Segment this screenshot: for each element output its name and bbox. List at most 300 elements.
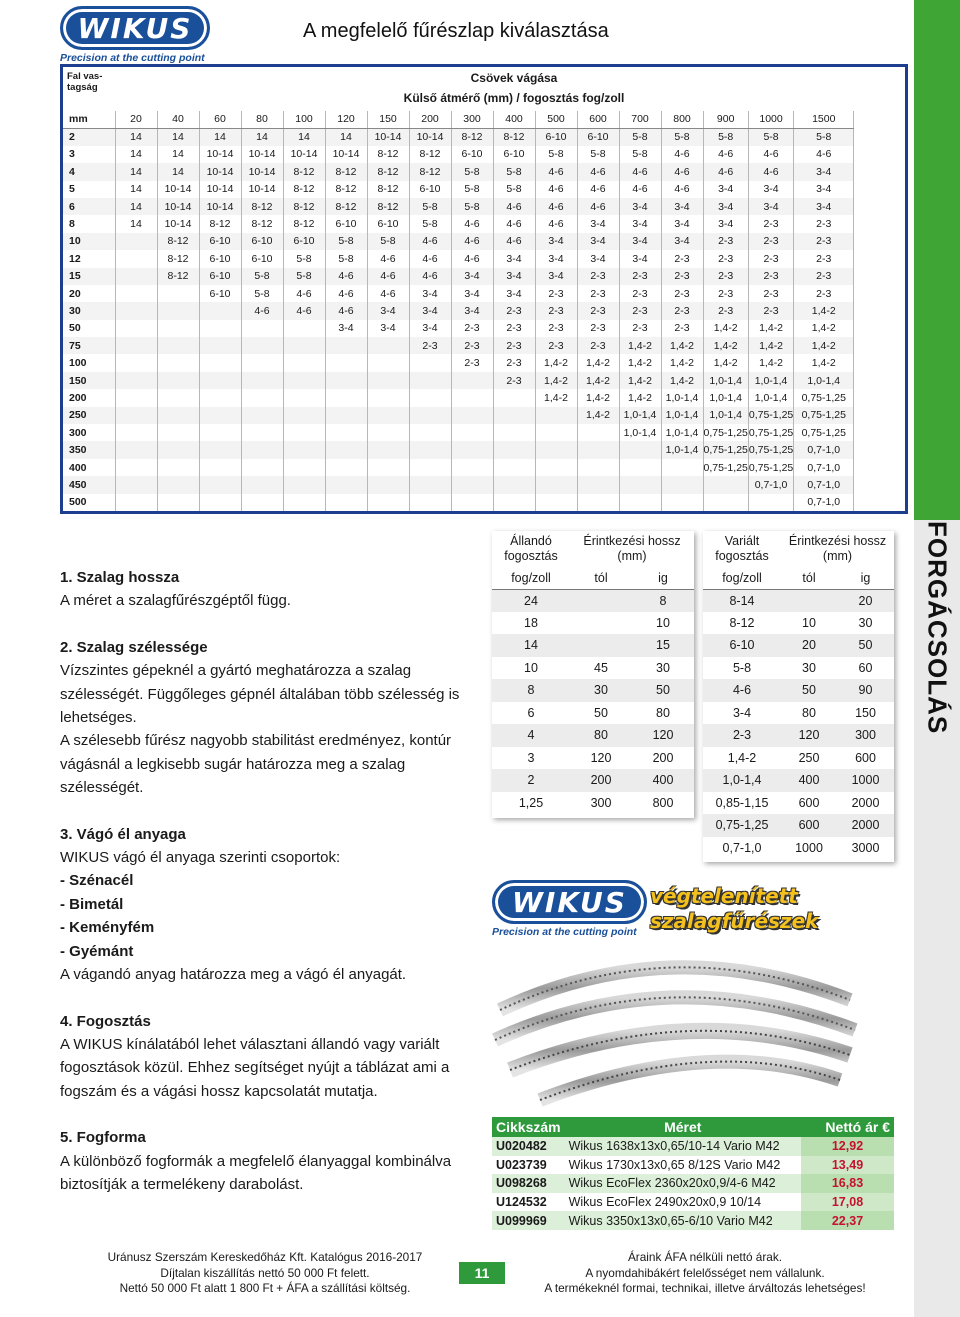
pitch-cell: 0,75-1,25 [703,459,748,476]
pitch-cell [241,459,283,476]
pitch-cell: 3-4 [619,198,661,215]
diameter-header: 400 [493,111,535,128]
pitch-cell: 3-4 [794,198,854,215]
logo-tagline: Precision at the cutting point [60,52,205,64]
pitch-cell [409,372,451,389]
pitch-cell: 8-12 [367,181,409,198]
pitch-cell: 5-8 [535,146,577,163]
pitch-cell [241,407,283,424]
pitch-cell: 6-10 [199,250,241,267]
pitch-cell: 8-12 [157,250,199,267]
wikus-logo [60,6,220,66]
pitch-cell: 4-6 [661,163,703,180]
pitch-cell: 4-6 [748,163,793,180]
pitch-value: 50 [781,679,837,702]
pitch-cell [451,424,493,441]
pitch-cell [493,494,535,511]
pitch-cell [199,494,241,511]
pitch-cell [199,372,241,389]
diameter-header: 120 [325,111,367,128]
diameter-header: 1000 [748,111,793,128]
pitch-cell: 4-6 [451,250,493,267]
promo-logo-tagline: Precision at the cutting point [492,926,637,938]
pitch-value: 24 [492,589,570,612]
product-size: Wikus EcoFlex 2490x20x0,9 10/14 [568,1195,762,1210]
pitch-cell [283,494,325,511]
pitch-cell: 0,75-1,25 [703,441,748,458]
pitch-value: 14 [492,634,570,657]
pitch-cell [619,441,661,458]
info-text [60,566,460,1196]
pitch-cell: 1,0-1,4 [703,389,748,406]
pitch-cell: 10-14 [241,146,283,163]
pitch-cell [493,459,535,476]
pitch-value: 80 [570,724,632,747]
pitch-value: 30 [570,679,632,702]
wall-thickness-label: Fal vas-tagság [67,71,103,93]
product-size: Wikus 1638x13x0,65/10-14 Vario M42 [565,1137,801,1156]
pitch-value: 1,25 [518,795,544,810]
pitch-cell [493,424,535,441]
pitch-cell [577,424,619,441]
pitch-cell [409,354,451,371]
pitch-cell: 8-12 [493,128,535,145]
pitch-cell: 0,7-1,0 [794,441,854,458]
contact-length-header: Érintkezési hossz (mm) [583,534,681,563]
col-price-header: Nettó ár € [801,1117,894,1137]
pitch-cell [283,372,325,389]
diameter-header: 100 [283,111,325,128]
product-size: Wikus 1730x13x0,65 8/12S Vario M42 [568,1157,781,1172]
footer-company: Uránusz Szerszám Kereskedőház Kft. Katalógus 2016-2017 [107,1250,423,1264]
pitch-cell [367,494,409,511]
diameter-header: 900 [703,111,748,128]
pitch-cell [451,494,493,511]
pitch-cell: 5-8 [325,233,367,250]
promo-logo [492,880,652,938]
pitch-cell [157,372,199,389]
pitch-cell: 4-6 [661,181,703,198]
pitch-cell [241,354,283,371]
wall-thickness: 5 [63,181,115,198]
material-item: - Keményfém [60,919,155,937]
product-price: 17,08 [801,1193,894,1212]
pitch-cell [283,337,325,354]
pitch-cell [241,494,283,511]
pitch-value [570,634,632,657]
pitch-cell: 5-8 [748,128,793,145]
pitch-cell: 2-3 [577,320,619,337]
pitch-cell [535,441,577,458]
pitch-cell [283,320,325,337]
pitch-cell [367,337,409,354]
pitch-cell: 8-12 [283,198,325,215]
pitch-cell: 10-14 [409,128,451,145]
pitch-value: 1,4-2 [727,750,757,765]
pitch-cell: 4-6 [661,146,703,163]
pitch-cell [325,441,367,458]
table-row [63,285,854,302]
table-row [492,657,694,680]
pitch-cell: 4-6 [367,268,409,285]
wall-thickness: 200 [63,389,115,406]
pitch-cell: 6-10 [199,285,241,302]
product-price: 12,92 [801,1137,894,1156]
pitch-cell: 5-8 [619,146,661,163]
section-4-title: 4. Fogosztás [60,1012,151,1030]
pitch-cell: 2-3 [493,320,535,337]
pitch-cell [283,459,325,476]
pitch-cell [367,372,409,389]
pitch-cell [661,459,703,476]
pitch-cell: 5-8 [409,215,451,232]
pitch-value: 30 [802,660,816,675]
table-row [703,769,894,792]
promo-logo-text: WIKUS [512,885,627,919]
pitch-cell: 3-4 [535,268,577,285]
pitch-cell: 2-3 [794,268,854,285]
pitch-value: 1,0-1,4 [703,769,781,792]
pitch-cell: 6-10 [325,215,367,232]
pitch-cell [493,476,535,493]
pitch-cell: 14 [157,128,199,145]
pitch-cell: 10-14 [157,198,199,215]
pitch-cell: 0,75-1,25 [748,424,793,441]
diameter-header: 600 [577,111,619,128]
pitch-value: 1000 [795,840,823,855]
pitch-cell: 2-3 [535,320,577,337]
pitch-cell: 4-6 [325,268,367,285]
wall-thickness: 20 [63,285,115,302]
pitch-cell: 1,4-2 [703,337,748,354]
pitch-cell: 1,0-1,4 [661,441,703,458]
wall-thickness: 250 [63,407,115,424]
product-code: U020482 [492,1137,565,1156]
page-title: A megfelelő fűrészlap kiválasztása [303,20,609,42]
pitch-cell [157,354,199,371]
pitch-cell: 8-12 [283,215,325,232]
pitch-value: 600 [781,814,837,837]
diameter-header: 150 [367,111,409,128]
pitch-cell [325,372,367,389]
pitch-cell: 1,4-2 [748,320,793,337]
pitch-cell [367,389,409,406]
pitch-cell: 5-8 [619,128,661,145]
pitch-cell: 2-3 [619,320,661,337]
pitch-value: 10 [802,615,816,630]
pitch-cell [157,320,199,337]
pitch-cell [535,424,577,441]
pitch-cell: 2-3 [703,233,748,250]
pitch-cell: 4-6 [409,268,451,285]
pitch-cell: 6-10 [535,128,577,145]
pitch-cell: 6-10 [409,181,451,198]
pitch-cell [283,476,325,493]
wall-thickness: 8 [63,215,115,232]
pitch-cell: 5-8 [241,285,283,302]
pitch-value: 10 [524,660,538,675]
table-row [703,634,894,657]
pitch-cell: 3-4 [535,233,577,250]
pitch-cell: 3-4 [451,302,493,319]
pitch-cell: 8-12 [283,181,325,198]
table-row [63,407,854,424]
pitch-value: 10 [656,615,670,630]
pitch-cell: 8-12 [451,128,493,145]
pitch-cell: 8-12 [409,146,451,163]
pitch-value [570,612,632,635]
pitch-value: 120 [781,724,837,747]
product-code: U099969 [492,1211,565,1230]
pitch-cell: 10-14 [367,128,409,145]
pitch-value: 50 [632,679,694,702]
pitch-cell [199,389,241,406]
pitch-cell: 4-6 [283,285,325,302]
pitch-cell: 4-6 [283,302,325,319]
pitch-cell: 2-3 [535,285,577,302]
pitch-value: 8 [492,679,570,702]
section-4-text: A WIKUS kínálatából lehet választani állandó vagy variált fogosztások közül. Ehhez segítséget nyújt a táblázat ami a fogszám és a vágási hossz kapcsolatát mutatja. [60,1035,450,1100]
pitch-cell [325,476,367,493]
pitch-value: 60 [858,660,873,675]
pitch-cell: 8-12 [325,198,367,215]
table-row [703,589,894,612]
table-row [703,837,894,860]
pitch-value: 0,75-1,25 [703,814,781,837]
pitch-cell: 3-4 [367,320,409,337]
pitch-cell: 3-4 [493,250,535,267]
col-size-header: Méret [565,1117,801,1137]
pitch-cell [157,389,199,406]
table-subtitle: Külső átmérő (mm) / fogosztás fog/zoll [403,91,625,105]
pitch-cell: 4-6 [748,146,793,163]
pitch-cell: 1,0-1,4 [748,372,793,389]
pitch-cell: 1,0-1,4 [661,424,703,441]
pitch-cell: 3-4 [409,302,451,319]
product-price-table [492,1117,894,1230]
table-row [492,612,694,635]
pitch-cell: 4-6 [703,163,748,180]
pitch-cell [283,441,325,458]
pitch-cell [115,337,157,354]
pitch-cell: 0,75-1,25 [748,407,793,424]
pitch-cell: 2-3 [577,285,619,302]
pitch-cell: 2-3 [619,302,661,319]
pitch-cell: 0,75-1,25 [794,424,854,441]
pitch-value: 15 [632,634,694,657]
pitch-cell [241,372,283,389]
pitch-value: 4-6 [703,679,781,702]
pitch-cell: 1,4-2 [535,372,577,389]
pitch-cell: 6-10 [283,233,325,250]
table-row [63,128,854,145]
section-label: FORGÁCSOLÁS [922,521,953,735]
pitch-cell [115,250,157,267]
pitch-cell: 3-4 [577,215,619,232]
product-price: 16,83 [801,1174,894,1193]
pitch-cell: 4-6 [577,163,619,180]
pitch-cell: 8-12 [157,268,199,285]
section-2-text: Vízszintes gépeknél a gyártó meghatározza a szalag szélességét. Függőleges gépnél általában több szélesség is lehetséges. [60,662,460,727]
pitch-value [781,589,837,612]
pitch-cell: 2-3 [661,268,703,285]
sub-header: fog/zoll [703,567,781,589]
pitch-cell: 1,4-2 [577,372,619,389]
pitch-cell [241,476,283,493]
pitch-grid [63,111,854,511]
pitch-cell: 2-3 [703,250,748,267]
table-row [63,181,854,198]
pitch-cell: 1,4-2 [794,302,854,319]
pitch-cell: 3-4 [661,198,703,215]
pitch-cell: 6-10 [199,268,241,285]
pitch-cell [409,494,451,511]
pitch-cell: 5-8 [367,233,409,250]
pitch-cell: 2-3 [619,268,661,285]
pitch-cell [241,389,283,406]
pitch-cell: 1,4-2 [535,354,577,371]
pitch-type-header: Állandó fogosztás [504,534,558,563]
pitch-cell [115,268,157,285]
table-row [63,372,854,389]
pitch-value: 2000 [851,795,880,810]
pitch-cell [451,372,493,389]
pitch-cell [367,354,409,371]
pitch-cell [577,459,619,476]
wall-thickness: 50 [63,320,115,337]
pitch-value [570,589,632,612]
pitch-value: 5-8 [732,660,752,675]
pitch-cell [115,285,157,302]
pitch-cell [325,337,367,354]
wall-thickness: 10 [63,233,115,250]
pitch-cell [115,302,157,319]
pitch-cell: 0,75-1,25 [794,407,854,424]
pitch-cell: 1,4-2 [619,389,661,406]
pitch-cell: 2-3 [661,320,703,337]
pitch-cell [115,372,157,389]
pitch-value: 300 [837,724,894,747]
pitch-cell: 8-12 [367,198,409,215]
pitch-cell [619,476,661,493]
pitch-cell: 6-10 [367,215,409,232]
pitch-cell: 6-10 [451,146,493,163]
pitch-cell: 1,4-2 [661,337,703,354]
pitch-cell: 3-4 [619,233,661,250]
sub-header: tól [570,567,632,589]
material-item: - Bimetál [60,895,124,913]
pitch-value: 120 [590,750,612,765]
pitch-cell [703,476,748,493]
pitch-cell: 1,4-2 [661,354,703,371]
table-row [703,792,894,815]
pitch-cell: 5-8 [493,181,535,198]
pitch-cell [409,424,451,441]
pitch-cell: 10-14 [199,146,241,163]
pitch-cell: 2-3 [493,302,535,319]
slogan-line-1: végtelenített [650,884,798,908]
pitch-value: 800 [652,795,674,810]
pitch-cell: 5-8 [451,181,493,198]
pitch-cell: 1,4-2 [577,354,619,371]
pitch-value: 8-12 [729,615,755,630]
pitch-cell: 2-3 [794,215,854,232]
table-row [63,198,854,215]
pitch-cell [157,459,199,476]
pitch-cell: 14 [241,128,283,145]
pitch-cell: 4-6 [619,163,661,180]
pitch-cell [115,441,157,458]
section-5-text: A különböző fogformák a megfelelő élanyaggal kombinálva biztosítják a termelékeny darabolást. [60,1152,452,1193]
pitch-cell: 6-10 [241,250,283,267]
pitch-cell: 0,75-1,25 [748,459,793,476]
pitch-cell [493,407,535,424]
section-3-text: WIKUS vágó él anyaga szerinti csoportok: [60,849,341,867]
pitch-cell: 5-8 [577,146,619,163]
pitch-cell [325,494,367,511]
table-row [703,702,894,725]
pitch-cell: 1,4-2 [577,407,619,424]
pitch-cell: 4-6 [451,215,493,232]
wall-thickness: 2 [63,128,115,145]
pitch-cell [241,320,283,337]
pitch-value: 600 [855,750,876,765]
pitch-value: 90 [837,679,894,702]
wall-thickness: 30 [63,302,115,319]
pitch-cell: 3-4 [619,250,661,267]
pitch-cell: 5-8 [283,250,325,267]
pitch-cell: 14 [157,163,199,180]
pitch-cell [157,285,199,302]
pitch-cell: 2-3 [451,320,493,337]
sub-header: ig [632,567,694,589]
pitch-cell: 3-4 [748,181,793,198]
pitch-cell: 2-3 [535,302,577,319]
pitch-cell: 2-3 [577,268,619,285]
pitch-cell: 3-4 [493,285,535,302]
pitch-cell: 14 [157,146,199,163]
table-row [703,724,894,747]
pitch-cell [451,407,493,424]
pitch-cell: 8-12 [325,163,367,180]
pitch-cell: 10-14 [199,181,241,198]
pitch-cell: 4-6 [535,198,577,215]
pitch-cell [619,494,661,511]
pitch-cell [199,320,241,337]
table-row [703,747,894,770]
table-row [63,268,854,285]
pitch-cell: 2-3 [794,285,854,302]
pitch-cell: 3-4 [703,181,748,198]
pitch-cell [367,407,409,424]
pitch-cell: 1,4-2 [619,372,661,389]
pitch-value: 80 [802,705,816,720]
pitch-value: 150 [855,705,876,720]
pitch-cell: 4-6 [325,302,367,319]
pitch-cell: 4-6 [451,233,493,250]
pitch-cell [325,407,367,424]
pitch-cell: 1,4-2 [794,354,854,371]
pitch-cell: 3-4 [493,268,535,285]
pitch-cell: 1,0-1,4 [619,424,661,441]
table-row [63,494,854,511]
pitch-value: 45 [594,660,608,675]
pitch-value: 200 [570,769,632,792]
pitch-cell: 2-3 [703,302,748,319]
pitch-cell [241,424,283,441]
pitch-cell: 5-8 [409,198,451,215]
pitch-cell: 2-3 [577,337,619,354]
